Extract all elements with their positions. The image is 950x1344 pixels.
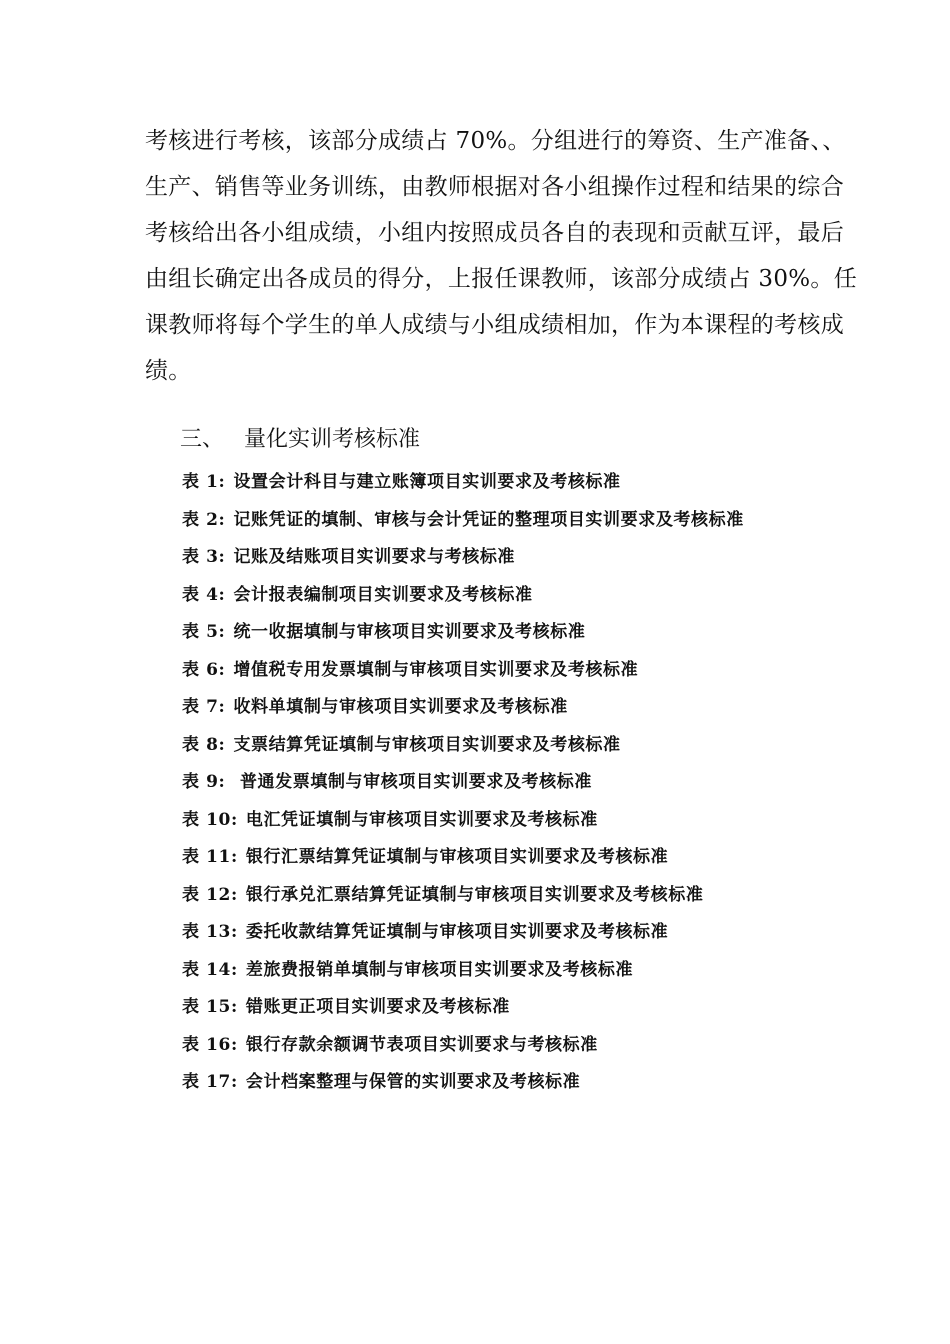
table-title: 委托收款结算凭证填制与审核项目实训要求及考核标准 [245, 922, 669, 942]
table-list-item [182, 879, 744, 917]
table-list-item [182, 916, 744, 954]
table-title: 会计报表编制项目实训要求及考核标准 [233, 584, 533, 605]
table-id: 表 14: [182, 959, 238, 980]
table-id: 表 12: [182, 884, 238, 905]
table-list-item [182, 804, 744, 842]
table-id: 表 3: [182, 547, 226, 567]
table-list-item [182, 954, 744, 992]
table-title: 电汇凭证填制与审核项目实训要求及考核标准 [245, 809, 598, 830]
paragraph-line: 考核给出各小组成绩，小组内按照成员各自的表现和贡献互评，最后 [145, 220, 844, 246]
table-list-item [182, 541, 744, 579]
table-title: 差旅费报销单填制与审核项目实训要求及考核标准 [245, 959, 634, 980]
table-id: 表 16: [182, 1034, 238, 1055]
table-id: 表 6: [182, 659, 226, 680]
table-list-item [182, 766, 744, 804]
table-list-item [182, 691, 744, 729]
table-list-item [182, 729, 744, 767]
section-heading [180, 422, 420, 458]
section-number: 三、 [180, 427, 225, 452]
table-id: 表 8: [182, 734, 226, 755]
table-list-item [182, 616, 744, 654]
table-list [182, 466, 744, 1104]
paragraph-line: 课教师将每个学生的单人成绩与小组成绩相加，作为本课程的考核成 [145, 312, 844, 338]
table-id: 表 9: [182, 772, 226, 792]
table-title: 收料单填制与审核项目实训要求及考核标准 [233, 697, 568, 717]
table-id: 表 5: [182, 622, 226, 642]
table-title: 记账凭证的填制、审核与会计凭证的整理项目实训要求及考核标准 [233, 509, 744, 530]
table-id: 表 10: [182, 809, 238, 830]
table-id: 表 13: [182, 922, 238, 942]
table-list-item [182, 841, 744, 879]
table-id: 表 2: [182, 509, 226, 530]
table-title: 普通发票填制与审核项目实训要求及考核标准 [233, 772, 592, 792]
table-title: 银行承兑汇票结算凭证填制与审核项目实训要求及考核标准 [245, 884, 704, 905]
table-list-item [182, 466, 744, 504]
table-id: 表 17: [182, 1072, 238, 1092]
paragraph-line: 生产、销售等业务训练，由教师根据对各小组操作过程和结果的综合 [145, 174, 844, 200]
table-title: 统一收据填制与审核项目实训要求及考核标准 [233, 622, 586, 642]
table-title: 错账更正项目实训要求及考核标准 [245, 997, 510, 1017]
table-id: 表 4: [182, 584, 226, 605]
table-list-item [182, 579, 744, 617]
table-title: 设置会计科目与建立账簿项目实训要求及考核标准 [233, 472, 621, 492]
table-title: 记账及结账项目实训要求与考核标准 [233, 547, 516, 567]
table-id: 表 7: [182, 697, 226, 717]
table-title: 会计档案整理与保管的实训要求及考核标准 [245, 1072, 581, 1092]
paragraph-line: 绩。 [145, 358, 192, 384]
section-title: 量化实训考核标准 [244, 427, 421, 452]
table-id: 表 1: [182, 472, 226, 492]
table-list-item [182, 991, 744, 1029]
table-title: 银行存款余额调节表项目实训要求与考核标准 [245, 1034, 598, 1055]
table-list-item [182, 504, 744, 542]
table-id: 表 11: [182, 847, 238, 867]
table-id: 表 15: [182, 997, 238, 1017]
table-title: 增值税专用发票填制与审核项目实训要求及考核标准 [233, 659, 639, 680]
table-title: 银行汇票结算凭证填制与审核项目实训要求及考核标准 [245, 847, 669, 867]
table-list-item [182, 1066, 744, 1104]
table-list-item [182, 654, 744, 692]
paragraph-line: 考核进行考核，该部分成绩占 70%。分组进行的筹资、生产准备、、 [145, 128, 846, 154]
assessment-paragraph [145, 118, 858, 394]
paragraph-line: 由组长确定出各成员的得分，上报任课教师，该部分成绩占 30%。任 [145, 266, 858, 292]
table-title: 支票结算凭证填制与审核项目实训要求及考核标准 [233, 734, 621, 755]
table-list-item [182, 1029, 744, 1067]
